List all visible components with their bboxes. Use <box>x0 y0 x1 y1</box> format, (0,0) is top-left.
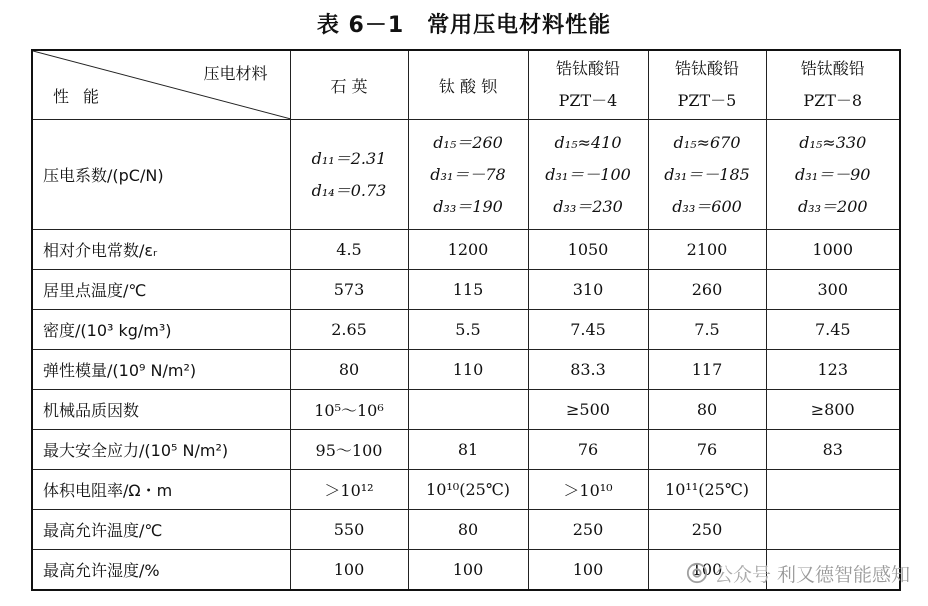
value-cell-batio3: 5.5 <box>408 310 528 350</box>
corner-materials-label: 压电材料 <box>203 64 268 83</box>
header-row <box>32 50 900 120</box>
property-row <box>32 310 900 350</box>
header-batio3 <box>408 50 528 120</box>
piezo-pzt8 <box>766 120 900 230</box>
value-cell-quartz: 4.5 <box>290 230 408 270</box>
value-cell-pzt4: 76 <box>528 430 648 470</box>
coefficient-value: d₃₁＝－90 <box>795 164 871 184</box>
value-cell-quartz: 95～100 <box>290 430 408 470</box>
value-cell-batio3 <box>408 390 528 430</box>
table-title: 表 6－1 常用压电材料性能 <box>316 13 612 38</box>
property-row <box>32 430 900 470</box>
property-row <box>32 350 900 390</box>
value-cell-pzt5: 10¹¹(25℃) <box>648 470 766 510</box>
value-cell-pzt8: 7.45 <box>766 310 900 350</box>
coefficient-value: d₁₅＝260 <box>433 132 503 152</box>
value-cell-pzt5: 7.5 <box>648 310 766 350</box>
material-name: 锆钛酸铅 <box>800 59 865 78</box>
row-label: 弹性模量/(10⁹ N/m²) <box>32 350 290 390</box>
value-cell-pzt5: 100 <box>648 550 766 590</box>
value-cell-quartz: 2.65 <box>290 310 408 350</box>
value-cell-batio3: 110 <box>408 350 528 390</box>
piezo-pzt4 <box>528 120 648 230</box>
value-cell-pzt5: 80 <box>648 390 766 430</box>
value-cell-batio3: 80 <box>408 510 528 550</box>
piezo-pzt5 <box>648 120 766 230</box>
row-label: 最大安全应力/(10⁵ N/m²) <box>32 430 290 470</box>
value-cell-pzt5: 260 <box>648 270 766 310</box>
wechat-official-account-icon <box>686 562 708 584</box>
coefficient-value: d₁₅≈330 <box>799 132 867 152</box>
value-cell-pzt8 <box>766 470 900 510</box>
value-cell-pzt4: 83.3 <box>528 350 648 390</box>
material-model: PZT－8 <box>803 91 863 110</box>
header-pzt4 <box>528 50 648 120</box>
property-rows <box>32 230 900 590</box>
value-cell-quartz: ＞10¹² <box>290 470 408 510</box>
coefficient-value: d₃₃＝200 <box>797 196 868 216</box>
coefficient-value: d₃₁＝－78 <box>430 164 506 184</box>
header-pzt5 <box>648 50 766 120</box>
material-model: PZT－5 <box>677 91 737 110</box>
coefficient-value: d₃₁＝－100 <box>545 164 631 184</box>
piezo-quartz <box>290 120 408 230</box>
material-name: 锆钛酸铅 <box>674 59 739 78</box>
material-name: 石 英 <box>330 76 368 96</box>
value-cell-pzt5: 2100 <box>648 230 766 270</box>
value-cell-pzt5: 250 <box>648 510 766 550</box>
corner-header-cell <box>32 50 290 120</box>
value-cell-pzt8: 123 <box>766 350 900 390</box>
value-cell-pzt8 <box>766 510 900 550</box>
value-cell-pzt4: 310 <box>528 270 648 310</box>
coefficient-value: d₃₃＝230 <box>553 196 623 216</box>
value-cell-quartz: 80 <box>290 350 408 390</box>
value-cell-pzt8: 83 <box>766 430 900 470</box>
materials-table <box>31 49 901 591</box>
corner-property-label: 性能 <box>53 87 114 106</box>
value-cell-pzt4: 100 <box>528 550 648 590</box>
value-cell-pzt8: 300 <box>766 270 900 310</box>
header-quartz <box>290 50 408 120</box>
value-cell-quartz: 100 <box>290 550 408 590</box>
row-label: 体积电阻率/Ω・m <box>32 470 290 510</box>
row-label: 密度/(10³ kg/m³) <box>32 310 290 350</box>
property-row <box>32 270 900 310</box>
row-label: 居里点温度/℃ <box>32 270 290 310</box>
row-label: 机械品质因数 <box>32 390 290 430</box>
row-label: 压电系数/(pC/N) <box>32 120 290 230</box>
value-cell-pzt4: ≥500 <box>528 390 648 430</box>
header-pzt8 <box>766 50 900 120</box>
value-cell-quartz: 10⁵～10⁶ <box>290 390 408 430</box>
property-row <box>32 470 900 510</box>
row-label: 相对介电常数/εᵣ <box>32 230 290 270</box>
value-cell-pzt5: 76 <box>648 430 766 470</box>
value-cell-pzt4: 1050 <box>528 230 648 270</box>
coefficient-value: d₁₅≈670 <box>673 132 741 152</box>
material-name: 锆钛酸铅 <box>555 59 620 78</box>
value-cell-quartz: 550 <box>290 510 408 550</box>
value-cell-pzt4: 250 <box>528 510 648 550</box>
material-name: 钛 酸 钡 <box>438 76 498 96</box>
coefficient-value: d₃₃＝190 <box>433 196 503 216</box>
piezo-row <box>32 120 900 230</box>
value-cell-pzt5: 117 <box>648 350 766 390</box>
property-row <box>32 390 900 430</box>
watermark-source: 公众号 <box>713 563 771 586</box>
value-cell-pzt4: 7.45 <box>528 310 648 350</box>
value-cell-batio3: 10¹⁰(25℃) <box>408 470 528 510</box>
material-model: PZT－4 <box>558 91 618 110</box>
value-cell-pzt8: 1000 <box>766 230 900 270</box>
value-cell-batio3: 81 <box>408 430 528 470</box>
value-cell-pzt8: ≥800 <box>766 390 900 430</box>
property-row <box>32 230 900 270</box>
value-cell-pzt4: ＞10¹⁰ <box>528 470 648 510</box>
watermark <box>686 560 910 586</box>
row-label: 最高允许温度/℃ <box>32 510 290 550</box>
property-row <box>32 510 900 550</box>
coefficient-value: d₃₃＝600 <box>672 196 742 216</box>
piezo-batio3 <box>408 120 528 230</box>
coefficient-value: d₃₁＝－185 <box>664 164 750 184</box>
value-cell-quartz: 573 <box>290 270 408 310</box>
value-cell-batio3: 100 <box>408 550 528 590</box>
watermark-author: 利又德智能感知 <box>776 563 910 586</box>
value-cell-batio3: 115 <box>408 270 528 310</box>
coefficient-value: d₁₅≈410 <box>554 132 622 152</box>
coefficient-value: d₁₄＝0.73 <box>311 180 387 200</box>
row-label: 最高允许湿度/% <box>32 550 290 590</box>
coefficient-value: d₁₁＝2.31 <box>311 148 387 168</box>
value-cell-batio3: 1200 <box>408 230 528 270</box>
